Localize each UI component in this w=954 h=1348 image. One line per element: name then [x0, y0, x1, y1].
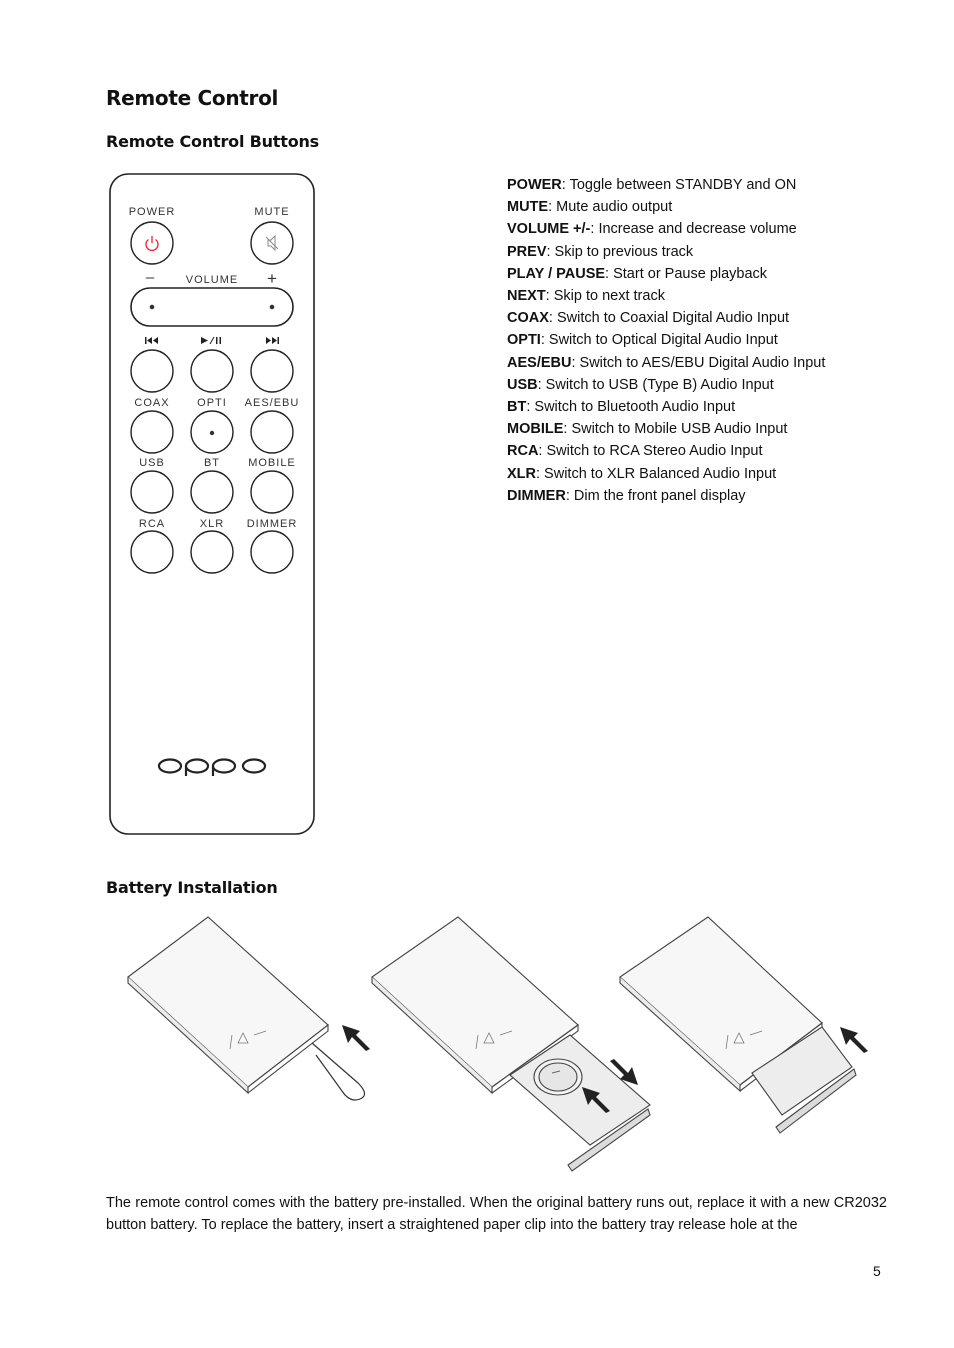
mobile-label: MOBILE [248, 457, 296, 469]
desc-text: : Increase and decrease volume [590, 221, 797, 238]
desc-text: : Switch to Optical Digital Audio Input [540, 332, 778, 349]
desc-text: : Dim the front panel display [565, 487, 746, 504]
desc-key: VOLUME +/- [507, 221, 591, 238]
desc-key: RCA [507, 443, 539, 460]
play-pause-button[interactable] [191, 350, 233, 392]
list-item [507, 241, 825, 263]
desc-text: : Switch to Bluetooth Audio Input [526, 399, 736, 416]
mute-button[interactable] [251, 222, 293, 264]
desc-text: : Switch to USB (Type B) Audio Input [537, 376, 774, 393]
desc-key: AES/EBU [507, 354, 572, 371]
button-description-list [507, 174, 825, 507]
prev-button[interactable] [131, 350, 173, 392]
desc-key: OPTI [507, 332, 541, 349]
next-button[interactable] [251, 350, 293, 392]
dimmer-button[interactable] [251, 531, 293, 573]
section-heading-battery: Battery Installation [106, 878, 278, 897]
coax-label: COAX [134, 397, 170, 409]
usb-button[interactable] [131, 471, 173, 513]
volume-down-dot [150, 305, 155, 310]
volume-rocker[interactable] [131, 288, 293, 326]
xlr-button[interactable] [191, 531, 233, 573]
desc-key: XLR [507, 465, 536, 482]
volume-plus-label: + [267, 269, 277, 288]
desc-key: COAX [507, 310, 549, 327]
desc-text: : Switch to RCA Stereo Audio Input [538, 443, 763, 460]
list-item [507, 463, 825, 485]
opti-tactile-dot [210, 431, 214, 435]
remote-body [110, 174, 314, 834]
opti-button[interactable] [191, 411, 233, 453]
desc-text: : Start or Pause playback [605, 265, 768, 282]
battery-step-3 [620, 917, 868, 1133]
list-item [507, 285, 825, 307]
battery-installation-illustration [120, 915, 880, 1175]
list-item [507, 352, 825, 374]
desc-text: : Switch to Mobile USB Audio Input [563, 421, 788, 438]
list-item [507, 174, 825, 196]
list-item [507, 396, 825, 418]
desc-key: NEXT [507, 288, 546, 305]
list-item [507, 440, 825, 462]
desc-text: : Switch to AES/EBU Digital Audio Input [571, 354, 826, 371]
oppo-logo [159, 760, 265, 777]
xlr-label: XLR [199, 518, 225, 530]
battery-step-1 [128, 917, 370, 1100]
arrow-up-left-icon [342, 1025, 370, 1051]
desc-key: PLAY / PAUSE [507, 265, 606, 282]
power-label: POWER [128, 206, 176, 218]
mobile-button[interactable] [251, 471, 293, 513]
mute-label: MUTE [254, 206, 290, 218]
desc-text: : Mute audio output [548, 199, 673, 216]
list-item [507, 307, 825, 329]
list-item [507, 329, 825, 351]
desc-key: USB [507, 376, 538, 393]
aes-ebu-button[interactable] [251, 411, 293, 453]
coin-battery-icon [534, 1059, 582, 1095]
desc-text: : Switch to Coaxial Digital Audio Input [548, 310, 790, 327]
desc-key: MUTE [507, 199, 549, 216]
usb-label: USB [139, 457, 165, 469]
desc-key: DIMMER [507, 487, 566, 504]
desc-key: BT [507, 399, 527, 416]
battery-instructions-paragraph: The remote control comes with the battery pre-installed. When the original battery runs out, replace it with a new CR2032 button battery. To replace the battery, insert a straightened paper clip into the battery tray release hole at the [106, 1195, 887, 1233]
desc-key: POWER [507, 177, 562, 193]
desc-text: : Skip to next track [545, 288, 665, 305]
list-item [507, 418, 825, 440]
page-number: 5 [873, 1263, 881, 1279]
paper-clip-icon [312, 1043, 365, 1100]
aes-ebu-label: AES/EBU [244, 397, 300, 409]
desc-key: PREV [507, 243, 547, 260]
rca-label: RCA [138, 518, 166, 530]
volume-minus-label: – [145, 269, 155, 286]
list-item [507, 374, 825, 396]
battery-step-2 [372, 917, 650, 1171]
list-item [507, 196, 825, 218]
page-title: Remote Control [106, 86, 279, 110]
desc-key: MOBILE [507, 421, 564, 438]
volume-label: VOLUME [185, 274, 239, 286]
desc-text: : Skip to previous track [546, 243, 694, 260]
bt-label: BT [203, 457, 221, 469]
remote-control-illustration [100, 165, 325, 845]
desc-text: : Toggle between STANDBY and ON [561, 177, 797, 193]
list-item [507, 218, 825, 240]
bt-button[interactable] [191, 471, 233, 513]
dimmer-label: DIMMER [246, 518, 298, 530]
section-heading-remote-buttons: Remote Control Buttons [106, 132, 320, 151]
power-button[interactable] [131, 222, 173, 264]
play-pause-icon [201, 337, 221, 344]
list-item [507, 263, 825, 285]
list-item [507, 485, 825, 507]
mute-speaker-icon [266, 236, 278, 250]
next-track-icon [266, 337, 279, 344]
volume-up-dot [270, 305, 275, 310]
arrow-up-left-icon [840, 1027, 868, 1053]
desc-text: : Switch to XLR Balanced Audio Input [536, 465, 777, 482]
coax-button[interactable] [131, 411, 173, 453]
opti-label: OPTI [197, 397, 227, 409]
rca-button[interactable] [131, 531, 173, 573]
power-icon [146, 236, 158, 250]
prev-track-icon [145, 337, 158, 344]
